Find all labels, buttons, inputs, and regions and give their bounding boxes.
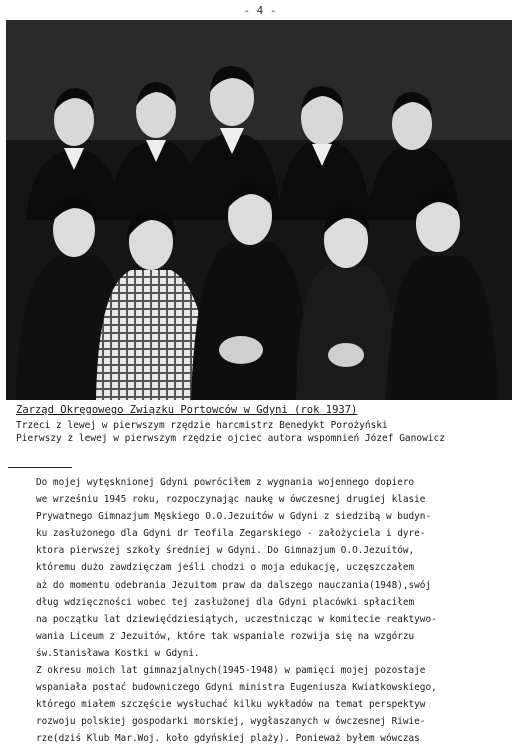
photo-caption-line-1: Trzeci z lewej w pierwszym rzędzie harcmistrz Benedykt Porożyński [16,420,388,431]
text-line: dług wdzięczności wobec tej zasłużonej dla Gdyni placówki spłaciłem [36,596,415,608]
memoir-text [36,474,516,748]
text-line: ktora pierwszej szkoły średniej w Gdyni. Do Gimnazjum O.O.Jezuitów, [36,545,415,557]
photo-caption-title: Zarząd Okręgowego Związku Portowców w Gdyni (rok 1937) [16,404,358,416]
text-line: wania Liceum z Jezuitów, które tak wspaniale rozwija się na wzgórzu [36,630,415,642]
front-row-figures [16,182,498,400]
text-line: Prywatnego Gimnazjum Męskiego O.O.Jezuitów w Gdyni z siedzibą w budyn- [36,511,432,523]
text-line: Do mojej wytęsknionej Gdyni powróciłem z wygnania wojennego dopiero [36,477,415,488]
text-line: ku zasłużonego dla Gdyni dr Teofila Zegarskiego - założyciela i dyre- [36,528,426,540]
page-number: - 4 - [243,4,277,17]
text-line: któremu dużo zawdzięczam jeśli chodzi o moja edukację, uczęszczałem [36,562,415,574]
text-line: we wrześniu 1945 roku, rozpoczynając naukę w ówczesnej drugiej klasie [36,494,426,506]
text-line: rozwoju polskiej gospodarki morskiej, wygłaszanych w ówczesnej Riwie- [36,716,426,728]
text-line: na początku lat dziewięćdziesiątych, uczestnicząc w komitecie reaktywo- [36,613,437,625]
group-photo-illustration [6,20,512,400]
text-line: którego miałem szczęście wysłuchać kilku wykładów na temat perspektyw [36,699,426,711]
section-divider [8,467,72,468]
text-line: aż do momentu odebrania Jezuitom praw da dalszego nauczania(1948),swój [36,579,432,591]
text-line: Z okresu moich lat gimnazjalnych(1945-1948) w pamięci mojej pozostaje [36,665,426,677]
text-line: św.Stanisława Kostki w Gdyni. [36,647,200,659]
group-photograph [6,20,512,400]
text-line: wspaniała postać budowniczego Gdyni ministra Eugeniusza Kwiatkowskiego, [36,682,437,694]
text-line: rze(dziś Klub Mar.Woj. koło gdyńskiej plaży). Ponieważ byłem wówczas [36,733,420,745]
photo-caption-line-2: Pierwszy z lewej w pierwszym rzędzie ojciec autora wspomnień Józef Ganowicz [16,433,445,444]
